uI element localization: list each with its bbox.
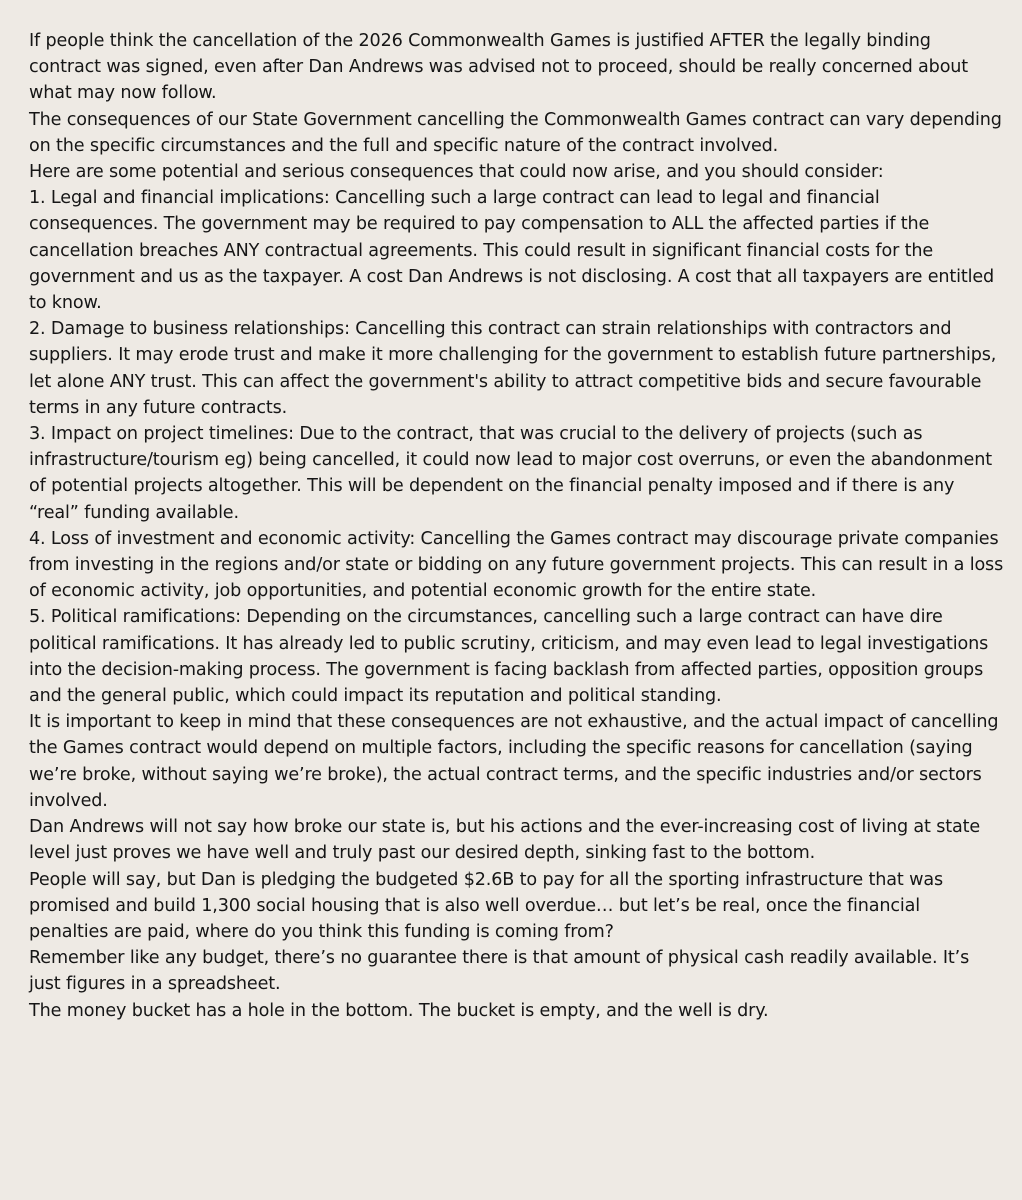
list-item-political: 5. Political ramifications: Depending on the circumstances, cancelling such a large contract can have dire political ramifications. It has already led to public scrutiny, criticism, and may even lead to legal investigations into the decision-making process. The government is facing backlash from affected parties, opposition groups and the general public, which could impact its reputation and political standing. — [29, 607, 989, 707]
budget-paragraph: Remember like any budget, there’s no guarantee there is that amount of physical cash readily available. It’s just figures in a spreadsheet. — [29, 948, 970, 995]
funding-paragraph: People will say, but Dan is pledging the budgeted $2.6B to pay for all the sporting infrastructure that was promised and build 1,300 social housing that is also well overdue… but let’s be real, once the financial penalties are paid, where do you think this funding is coming from? — [29, 869, 943, 942]
closing-paragraph: The money bucket has a hole in the bottom. The bucket is empty, and the well is dry. — [29, 1000, 769, 1021]
intro-paragraph: If people think the cancellation of the 2026 Commonwealth Games is justified AFTER the legally binding contract was signed, even after Dan Andrews was advised not to proceed, should be really concerned about what may now follow. — [29, 31, 969, 104]
list-intro-paragraph: Here are some potential and serious consequences that could now arise, and you should consider: — [29, 162, 884, 183]
list-item-business-relationships: 2. Damage to business relationships: Cancelling this contract can strain relationships with contractors and suppliers. It may erode trust and make it more challenging for the government to establish future partnerships, let alone ANY trust. This can affect the government's ability to attract competitive bids and secure favourable terms in any future contracts. — [29, 319, 997, 418]
list-item-project-timelines: 3. Impact on project timelines: Due to the contract, that was crucial to the delivery of projects (such as infrastructure/tourism eg) being cancelled, it could now lead to major cost overruns, or even the abandonment of potential projects altogether. This will be dependent on the financial penalty imposed and if there is any “real” funding available. — [29, 424, 992, 523]
not-exhaustive-paragraph: It is important to keep in mind that these consequences are not exhaustive, and the actual impact of cancelling the Games contract would depend on multiple factors, including the specific reasons for cancellation (saying we’re broke, without saying we’re broke), the actual contract terms, and the specific industries and/or sectors involved. — [29, 712, 999, 811]
list-item-legal-financial: 1. Legal and financial implications: Cancelling such a large contract can lead to legal and financial consequences. The government may be required to pay compensation to ALL the affected parties if the cancellation breaches ANY contractual agreements. This could result in significant financial costs for the government and us as the taxpayer. A cost Dan Andrews is not disclosing. A cost that all taxpayers are entitled to know. — [29, 188, 995, 314]
consequences-paragraph: The consequences of our State Government cancelling the Commonwealth Games contract can vary depending on the specific circumstances and the full and specific nature of the contract involved. — [29, 109, 1002, 156]
document-body — [29, 28, 1004, 1024]
list-item-investment: 4. Loss of investment and economic activity: Cancelling the Games contract may discourage private companies from investing in the regions and/or state or bidding on any future government projects. This can result in a loss of economic activity, job opportunities, and potential economic growth for the entire state. — [29, 528, 1004, 602]
broke-state-paragraph: Dan Andrews will not say how broke our state is, but his actions and the ever-increasing cost of living at state level just proves we have well and truly past our desired depth, sinking fast to the bottom. — [29, 817, 981, 864]
